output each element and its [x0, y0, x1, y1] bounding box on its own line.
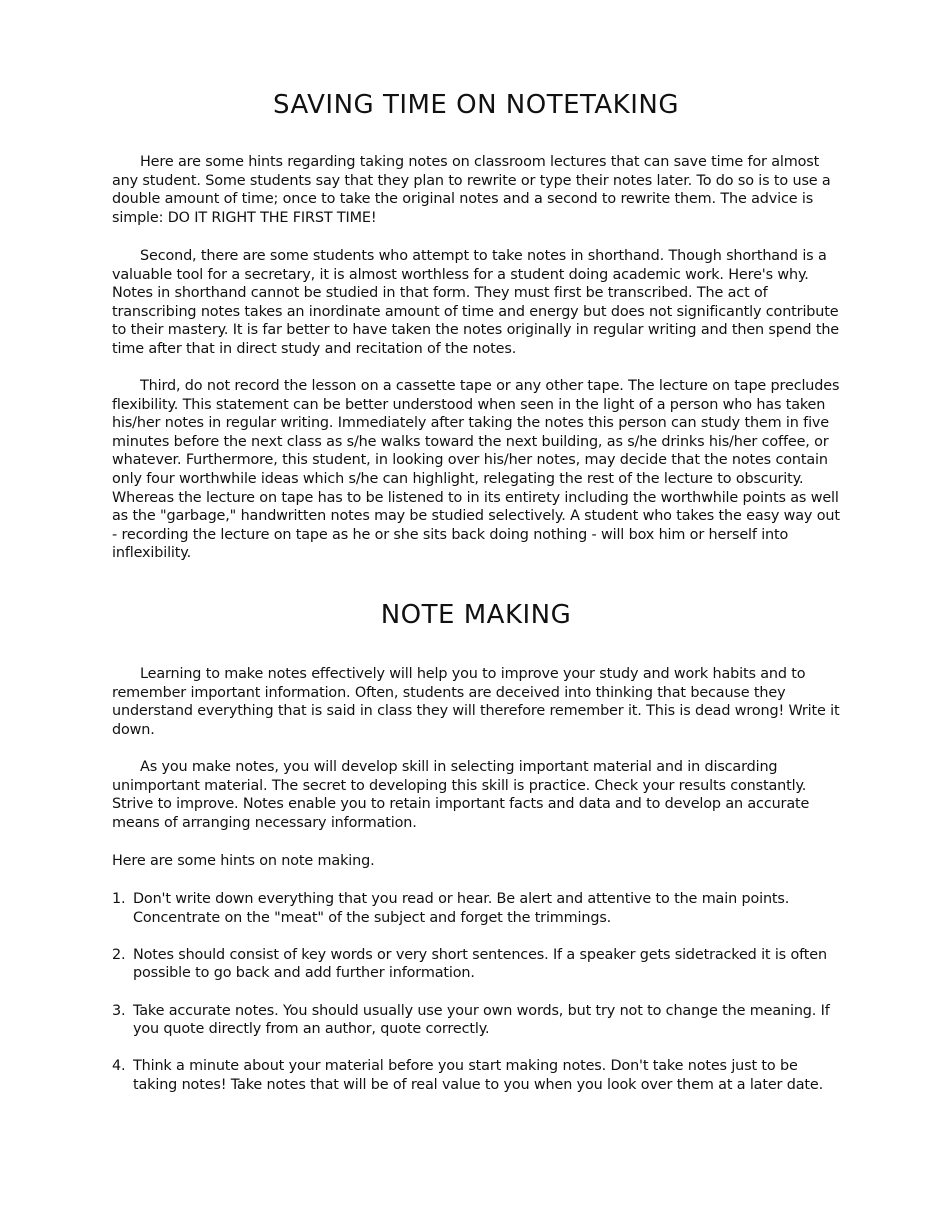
paragraph-text: Learning to make notes effectively will help you to improve your study and work habits and to remember important information. Often, students are deceived into thinking that because they understand everything that is said in class they will therefore remember it. This is dead wrong! Write it down. — [112, 666, 840, 738]
list-item-text: Notes should consist of key words or very short sentences. If a speaker gets sidetracked it is often possible to go back and add further information. — [133, 946, 827, 982]
hints-list — [112, 890, 840, 1113]
paragraph-shorthand — [112, 247, 840, 359]
hints-intro-text: Here are some hints on note making. — [112, 853, 375, 869]
paragraph-rewrite-notes — [112, 153, 840, 227]
list-item — [112, 890, 840, 927]
list-item — [112, 1002, 840, 1039]
paragraph-text: Third, do not record the lesson on a cassette tape or any other tape. The lecture on tape precludes flexibility. This statement can be better understood when seen in the light of a person who has taken his/her notes in regular writing. Immediately after taking the notes this person can study them in five minutes before the next class as s/he walks toward the next building, as s/he drinks his/her coffee, or whatever. Furthermore, this student, in looking over his/her notes, may decide that the notes contain only four worthwhile ideas which s/he can highlight, relegating the rest of the lecture to obscurity. Whereas the lecture on tape has to be listened to in its entirety including the worthwhile points as well as the "garbage," handwritten notes may be studied selectively. A student who takes the easy way out - recording the lecture on tape as he or she sits back doing nothing - will box him or herself into inflexibility. — [112, 378, 840, 562]
paragraph-text: Here are some hints regarding taking notes on classroom lectures that can save time for almost any student. Some students say that they plan to rewrite or type their notes later. To do so is to use a double amount of time; once to take the original notes and a second to rewrite them. The advice is simple: DO IT RIGHT THE FIRST TIME! — [112, 154, 831, 226]
list-item-text: Don't write down everything that you read or hear. Be alert and attentive to the main points. Concentrate on the "meat" of the subject and forget the trimmings. — [133, 891, 790, 926]
list-item-number: 4. — [112, 1058, 126, 1075]
section-title-saving-time: SAVING TIME ON NOTETAKING — [273, 90, 679, 120]
list-item-number: 1. — [112, 891, 126, 907]
paragraph-text: As you make notes, you will develop skill in selecting important material and in discarding unimportant material. The secret to developing this skill is practice. Check your results constantly. Strive to improve. Notes enable you to retain important facts and data and to develop an accurate means of arranging necessary information. — [112, 759, 810, 831]
hints-intro — [112, 852, 840, 871]
section-title-note-making: NOTE MAKING — [380, 600, 572, 630]
paragraph-text: Second, there are some students who attempt to take notes in shorthand. Though shorthand is a valuable tool for a secretary, it is almost worthless for a student doing academic work. Here's why. Notes in shorthand cannot be studied in that form. They must first be transcribed. The act of transcribing notes takes an inordinate amount of time and energy but does not significantly contribute to their mastery. It is far better to have taken the notes originally in regular writing and then spend the time after that in direct study and recitation of the notes. — [112, 248, 840, 357]
list-item-number: 2. — [112, 946, 126, 963]
list-item — [112, 946, 840, 983]
paragraph-learning-notes — [112, 665, 840, 739]
list-item-text: Take accurate notes. You should usually use your own words, but try not to change the meaning. If you quote directly from an author, quote correctly. — [133, 1002, 830, 1038]
list-item — [112, 1057, 840, 1094]
list-item-text: Think a minute about your material before you start making notes. Don't take notes just to be taking notes! Take notes that will be of real value to you when you look over them at a later date. — [133, 1058, 824, 1093]
paragraph-tape-recording — [112, 377, 840, 563]
paragraph-develop-skill — [112, 758, 840, 832]
list-item-number: 3. — [112, 1002, 126, 1019]
